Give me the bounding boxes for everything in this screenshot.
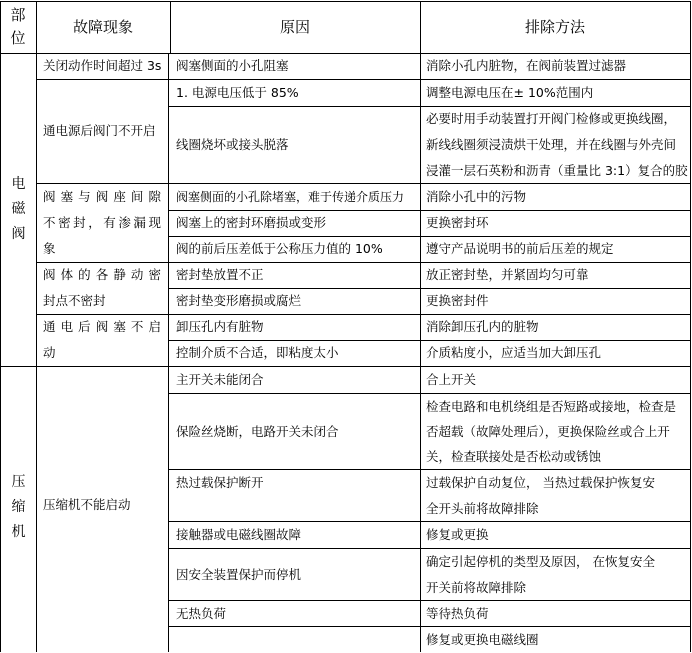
valve-seal-remedy-2: 更换密封件 bbox=[426, 293, 489, 308]
compressor-cause-3: 热过载保护断开 bbox=[176, 475, 264, 490]
valve-close-slow-cause: 阀塞侧面的小孔阻塞 bbox=[176, 58, 289, 73]
header-cause: 原因 bbox=[279, 18, 310, 36]
compressor-cause-5: 因安全装置保护而停机 bbox=[176, 567, 302, 582]
compressor-remedy-3: 过载保护自动复位， 当热过载保护恢复安 全开头前将故障排除 bbox=[426, 475, 655, 516]
valve-no-start-cause-2: 控制介质不合适，即粘度太小 bbox=[176, 345, 339, 360]
compressor-remedy-6: 等待热负荷 bbox=[426, 606, 489, 621]
valve-leak-remedy-2: 更换密封环 bbox=[426, 215, 489, 230]
valve-no-start-remedy-2: 介质粘度小，应适当加大卸压孔 bbox=[426, 345, 602, 360]
valve-seal-phenomenon: 阀体的各静动密 封点不密封 bbox=[43, 267, 161, 308]
valve-no-start-phenomenon: 通电后阀塞不启 动 bbox=[43, 319, 161, 360]
header-phenomenon: 故障现象 bbox=[72, 18, 133, 36]
section-compressor-label: 压 缩 机 bbox=[11, 474, 26, 540]
valve-coil-remedy: 必要时用手动装置打开阀门检修或更换线圈， 新线线圈须浸渍烘干处理，并在线圈与外壳间 浸灌一层石英粉和沥青（重量比 3:1）复合的胶 bbox=[426, 111, 688, 178]
header-remedy: 排除方法 bbox=[524, 18, 585, 36]
section-valve-label: 电 磁 阀 bbox=[11, 176, 26, 242]
compressor-cause-4: 接触器或电磁线圈故障 bbox=[176, 527, 302, 542]
valve-seal-cause-2: 密封垫变形磨损或腐烂 bbox=[176, 293, 302, 308]
valve-close-slow-phenomenon: 关闭动作时间超过 3s bbox=[43, 58, 162, 73]
compressor-remedy-5: 确定引起停机的类型及原因， 在恢复安全 开关前将故障排除 bbox=[426, 554, 655, 595]
compressor-remedy-1: 合上开关 bbox=[426, 372, 477, 387]
valve-voltage-cause: 1. 电源电压低于 85% bbox=[176, 85, 299, 100]
valve-leak-remedy-3: 遵守产品说明书的前后压差的规定 bbox=[426, 241, 614, 256]
valve-no-open-phenomenon: 通电源后阀门不开启 bbox=[43, 123, 156, 138]
valve-seal-cause-1: 密封垫放置不正 bbox=[176, 267, 264, 282]
compressor-cause-6: 无热负荷 bbox=[176, 606, 227, 621]
header-part: 部 位 bbox=[10, 6, 26, 47]
valve-leak-cause-1: 阀塞侧面的小孔除堵塞，难于传递介质压力 bbox=[176, 190, 405, 204]
valve-seal-remedy-1: 放正密封垫，并紧固均匀可靠 bbox=[426, 267, 589, 282]
compressor-remedy-2: 检查电路和电机绕组是否短路或接地，检查是 否超载（故障处理后），更换保险丝或合上开 关，检查联接处是否松动或锈蚀 bbox=[426, 399, 677, 464]
compressor-remedy-4: 修复或更换 bbox=[426, 527, 489, 542]
valve-no-start-remedy-1: 消除卸压孔内的脏物 bbox=[426, 319, 539, 334]
valve-leak-cause-2: 阀塞上的密封环磨损或变形 bbox=[176, 215, 327, 230]
compressor-cause-2: 保险丝烧断，电路开关未闭合 bbox=[176, 424, 339, 439]
valve-no-start-cause-1: 卸压孔内有脏物 bbox=[176, 319, 264, 334]
valve-leak-phenomenon: 阀塞与阀座间隙 不密封，有渗漏现 象 bbox=[43, 189, 161, 256]
valve-coil-cause: 线圈烧坏或接头脱落 bbox=[176, 137, 289, 152]
valve-close-slow-remedy: 消除小孔内脏物，在阀前装置过滤器 bbox=[426, 58, 627, 73]
compressor-remedy-7: 修复或更换电磁线圈 bbox=[426, 632, 539, 647]
valve-voltage-remedy: 调整电源电压在± 10%范围内 bbox=[426, 85, 594, 100]
valve-leak-cause-3: 阀的前后压差低于公称压力值的 10% bbox=[176, 241, 383, 256]
compressor-cause-1: 主开关未能闭合 bbox=[176, 372, 264, 387]
compressor-phenomenon: 压缩机不能启动 bbox=[43, 497, 131, 512]
valve-leak-remedy-1: 消除小孔中的污物 bbox=[426, 189, 527, 204]
